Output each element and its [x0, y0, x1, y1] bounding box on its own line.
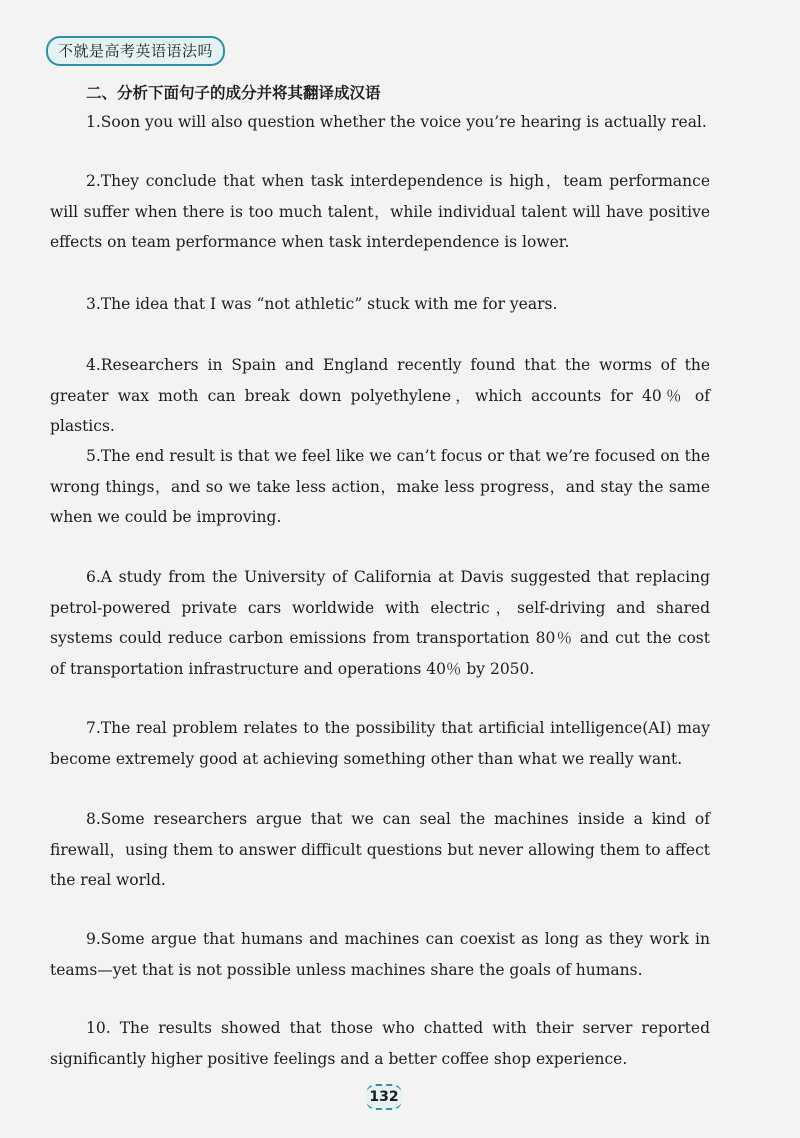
sentence-item-9: 9.Some argue that humans and machines can coexist as long as they work in teams—yet that is not possible unless machines share the goals of humans. [50, 930, 710, 979]
page-number: 132 [366, 1084, 402, 1110]
sentence-item-2: 2.They conclude that when task interdependence is high，team performance will suffer when there is too much talent，while individual talent will have positive effects on team performance when task interdependence is lower. [50, 172, 710, 251]
section-heading: 二、分析下面句子的成分并将其翻译成汉语 [86, 84, 381, 102]
sentence-item-10: 10. The results showed that those who chatted with their server reported significantly higher positive feelings and a better coffee shop experience. [50, 1019, 710, 1068]
sentence-item-3: 3.The idea that I was “not athletic” stuck with me for years. [86, 295, 558, 313]
sentence-item-1: 1.Soon you will also question whether the voice you’re hearing is actually real. [86, 113, 707, 131]
sentence-item-4: 4.Researchers in Spain and England recently found that the worms of the greater wax moth can break down polyethylene，which accounts for 40％ of plastics. [50, 356, 710, 435]
sentence-item-8: 8.Some researchers argue that we can seal the machines inside a kind of firewall，using them to answer difficult questions but never allowing them to affect the real world. [50, 810, 710, 889]
book-title-tag: 不就是高考英语语法吗 [46, 36, 225, 66]
sentence-item-6: 6.A study from the University of California at Davis suggested that replacing petrol-powered private cars worldwide with electric，self-driving and shared systems could reduce carbon emissions from transportation 80％ and cut the cost of transportation infrastructure and operations 40％ by 2050. [50, 568, 710, 678]
sentence-item-7: 7.The real problem relates to the possibility that artificial intelligence(AI) may become extremely good at achieving something other than what we really want. [50, 719, 710, 768]
sentence-item-5: 5.The end result is that we feel like we can’t focus or that we’re focused on the wrong things，and so we take less action，make less progress，and stay the same when we could be improving. [50, 447, 710, 526]
